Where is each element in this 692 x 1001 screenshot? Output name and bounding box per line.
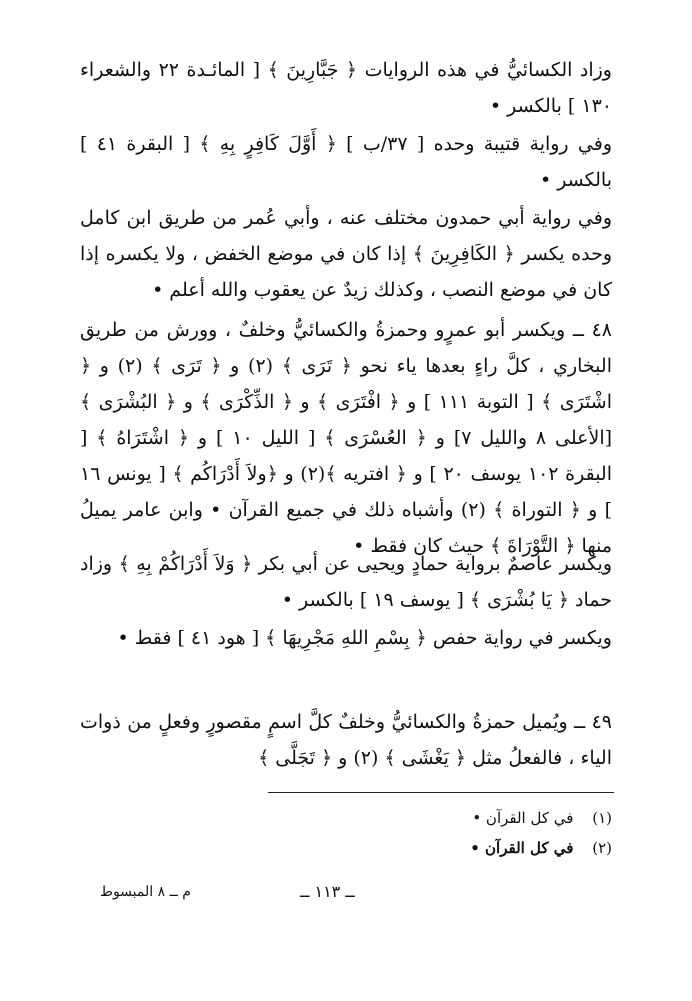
footnote-text: في كل القرآن •: [470, 839, 574, 857]
paragraph-48-imala-ra: ٤٨ ــ ويكسر أبو عمرٍو وحمزةُ والكسائيُّ وخلفٌ ، وورش من طريق البخاري ، كلَّ راءٍ بعدها ياء نحو ﴿ تَرَى ﴾ (٢) و ﴿ تَرَى ﴾ (٢) و ﴿ اشْتَرَى ﴾ [ التوبة ١١١ ] و ﴿ افْتَرَى ﴾ و ﴿ الذِّكْرَى ﴾ و ﴿ البُشْرَى ﴾ [الأعلى ٨ والليل ٧] و ﴿ العُسْرَى ﴾ [ الليل ١٠ ] و ﴿ اشْتَرَاهُ ﴾ [ البقرة ١٠٢ يوسف ٢٠ ] و ﴿ افتريه ﴾(٢) و ﴿ولاَ أَدْرَاكُم ﴾ [ يونس ١٦ ] و ﴿ التوراة ﴾ (٢) وأشباه ذلك في جميع القرآن • وابن عامر يميلُ منها ﴿ التَّوْرَاةَ ﴾ حيث كان فقط •: [80, 319, 613, 557]
footnote-text: في كل القرآن •: [472, 809, 574, 827]
paragraph-49-imala-ya: ٤٩ ــ ويُميل حمزةُ والكسائيُّ وخلفٌ كلَّ اسمٍ مقصورٍ وفعلٍ من ذوات الياء ، فالفعلُ مثل ﴿ يَغْشَى ﴾ (٢) و ﴿ تَجَلَّى ﴾: [80, 711, 612, 769]
footnote-number: (٢): [592, 839, 612, 857]
paragraph-hafs-majriha: ويكسر في رواية حفص ﴿ بِسْمِ اللهِ مَجْرِيهَا ﴾ [ هود ٤١ ] فقط •: [117, 627, 612, 649]
print-signature: م ــ ٨ المبسوط: [100, 884, 191, 900]
footnote-1: [252, 808, 612, 828]
footnote-number: (١): [592, 809, 612, 827]
paragraph-abu-hamdun-narration: وفي رواية أبي حمدون مختلف عنه ، وأبي عُمر من طريق ابن كامل وحده يكسر ﴿ الكَافِرِينَ ﴾ إذا كان في موضع الخفض ، ولا يكسره إذا كان في موضع النصب ، وكذلك زيدٌ عن يعقوب والله أعلم •: [80, 207, 612, 301]
paragraph-qutayba-narration: وفي رواية قتيبة وحده [ ٣٧/ب ] ﴿ أَوَّلَ كَافِرٍ بِهِ ﴾ [ البقرة ٤١ ] بالكسر •: [80, 133, 612, 191]
footnote-2: [252, 838, 612, 858]
paragraph-asim-hammad: ويكسر عاصمٌ برواية حمادٍ ويحيى عن أبي بكر ﴿ وَلاَ أَدْرَاكُمْ بِهِ ﴾ وزاد حماد ﴿ يَا بُشْرَى ﴾ [ يوسف ١٩ ] بالكسر •: [80, 553, 612, 611]
footnote-divider: [268, 792, 614, 793]
page-number: ــ ١١٣ ــ: [300, 882, 355, 901]
paragraph-kisai-addition: وزاد الكسائيُّ في هذه الروايات ﴿ جَبَّارِينَ ﴾ [ المائـدة ٢٢ والشعراء ١٣٠ ] بالكسر •: [80, 59, 612, 117]
